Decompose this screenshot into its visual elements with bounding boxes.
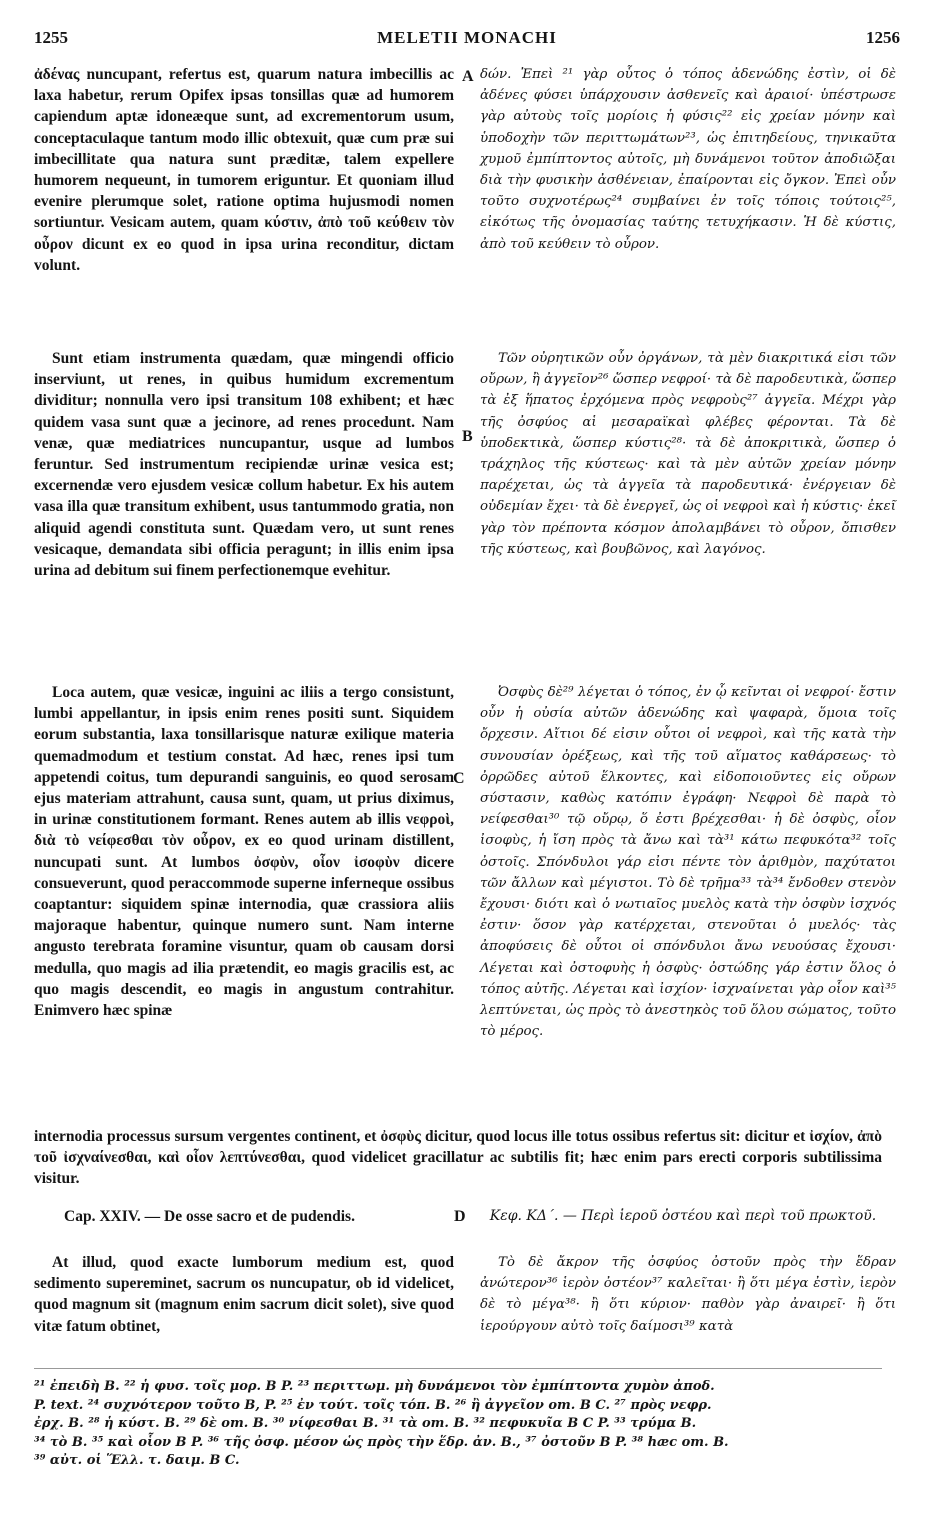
margin-mark-d: D: [454, 1208, 466, 1225]
greek-paragraph-2: Τῶν οὐρητικῶν οὖν ὀργάνων, τὰ μὲν διακριτικά εἰσι τῶν οὔρων, ἢ ἀγγεῖον²⁶ ὥσπερ νεφροί· τὰ δὲ παροδευτικὰ, ὥσπερ τὰ ἐξ ἥπατος ἐρχόμενα πρὸς νεφροὺς²⁷ ἀγγεῖα. Μέχρι γὰρ τῆς ὀσφύος αἱ μεσαραϊκαὶ φλέβες φέρονται. Τὰ δὲ ὑποδεκτικὰ, ὥσπερ κύστις²⁸· τὰ δὲ ἀποκριτικὰ, ὥσπερ ὁ τράχηλος τῆς κύστεως· καὶ τὰ μὲν αὐτῶν χρείαν μόνην παρέχεται, ὡς τὰ ἀγγεῖα τὰ παροδευτικά· ἐνέργειαν δὲ οὐδεμίαν ἔχει· τὰ δὲ ἐνεργεῖ, ὡς οἱ νεφροὶ καὶ ἡ κύστις· ἐκεῖ γὰρ τὸν πρέποντα κόσμον ἀπολαμβάνει τὸ οὖρον, ὄπισθεν τῆς κύστεως, καὶ βουβῶνος, καὶ λαγόνος.: [480, 351, 896, 557]
latin-paragraph-4: At illud, quod exacte lumborum medium est, quod sedimento supereminet, sacrum os nuncupatur, ob id videlicet, quod magnum sit (magnum enim sacrum dicit solet), sive quod vitæ fatum obtinet,: [34, 1254, 454, 1335]
greek-paragraph-3: Ὀσφὺς δὲ²⁹ λέγεται ὁ τόπος, ἐν ᾧ κεῖνται οἱ νεφροί· ἔστιν οὖν ἡ οὐσία αὐτῶν ἀδενώδης καὶ ψαφαρὰ, ὅμοια τοῖς ὄρχεσιν. Αἴτιοι δέ εἰσιν οὗτοι οἱ νεφροὶ, καὶ τῆς κατὰ τὴν συνουσίαν ὀρέξεως, καὶ τῆς τοῦ αἵματος καθάρσεως· τὸ ὀρρῶδες αὐτοῦ ἕλκοντες, καὶ εἰδοποιοῦντες εἰς οὔρων σύστασιν, καθὼς κατόπιν ἐγράφη· Νεφροὶ δὲ παρὰ τὸ νείφεσθαι³⁰ τῷ οὔρῳ, ὅ ἐστι βρέχεσθαι· ἡ δὲ ὀσφὺς, οἷον ἰσοφὺς, ἡ ἴση πρὸς τὰ ἄνω καὶ τὰ³¹ κάτω πεφυκότα³² τοῖς ὀστοῖς. Σπόνδυλοι γάρ εἰσι πέντε τὸν ἀριθμὸν, παχύτατοι τῶν ἄλλων καὶ μέγιστοι. Τὸ δὲ τρῆμα³³ τὰ³⁴ ἔνδοθεν στενὸν ἔχουσι· διότι καὶ ὁ νωτιαῖος μυελὸς κατὰ τὴν ὀσφὺν ἰσχνός ἐστιν· ὅσον γὰρ κατέρχεται, στενοῦται ὁ μυελός· τὰς ἀποφύσεις δὲ οὗτοι οἱ σπόνδυλοι ἄνω νευούσας ἔχουσι· Λέγεται καὶ ὀστοφυὴς ἡ ὀσφὺς· ὀστώδης γάρ ἐστιν ὅλος ὁ τόπος αὐτῆς. Λέγεται καὶ ἰσχίον· ἰσχναίνεται γὰρ οἷον καὶ³⁵ λεπτύνεται, ὡς πρὸς τὸ ἀνεστηκὸς τοῦ ὅλου σώματος, τοῦτο τὸ μέρος.: [480, 685, 896, 1040]
footnote-line-3: ἐρχ. B. ²⁸ ἡ κύστ. B. ²⁹ δὲ om. B. ³⁰ νίφεσθαι B. ³¹ τὰ om. B. ³² πεφυκυῖα B C P. ³³ τρύμα B.: [34, 1416, 697, 1431]
running-title: MELETII MONACHI: [377, 28, 557, 47]
margin-mark-a: A: [462, 68, 474, 85]
greek-paragraph-1: δών. Ἐπεὶ ²¹ γὰρ οὗτος ὁ τόπος ἀδενώδης ἐστὶν, οἱ δὲ ἀδένες φύσει ὑπάρχουσιν ἀσθενεῖς καὶ ἀραιοί· ὑπέστρωσε γὰρ αὐτοὺς τοῖς μορίοις ἡ φύσις²² εἰς χρείαν μόνην καὶ ὑποδοχὴν τῶν περιττωμάτων²³, ὡς ἐπιτηδείους, τηνικαῦτα χυμοῦ ἐμπίπτοντος αὐτοῖς, μὴ δυνάμενοι τοῦτον ἀποδιῶξαι διὰ τὴν φυσικὴν ἀσθένειαν, ἐπαίρονται εἰς ὄγκον. Ἐπεὶ οὖν τοῦτο συχνοτέρως²⁴ συμβαίνει ἐν τοῖς τόποις τούτοις²⁵, εἰκότως τῆς ὀνομασίας ταύτης τετυχήκασιν. Ἡ δὲ κύστις, ἀπὸ τοῦ κεύθειν τὸ οὖρον.: [480, 67, 896, 252]
chapter-heading-latin: Cap. XXIV. — De osse sacro et de pudendis.: [64, 1208, 355, 1225]
fullwidth-paragraph: internodia processus sursum vergentes continent, et ὀσφὺς dicitur, quod locus ille totus ossibus refertus sit: dicitur et ἰσχίον, ἀπὸ τοῦ ἰσχναίνεσθαι, καὶ οἷον λεπτύνεσθαι, quod videlicet gracillatur ac subtilis fit; hæc enim pars erecti corporis subtilissima visitur.: [34, 1128, 882, 1188]
greek-paragraph-4: Τὸ δὲ ἄκρον τῆς ὀσφύος ὀστοῦν πρὸς τὴν ἕδραν ἀνώτερον³⁶ ἱερὸν ὀστέον³⁷ καλεῖται· ἢ ὅτι μέγα ἐστὶν, ἱερὸν δὲ τὸ μέγα³⁸· ἢ ὅτι κύριον· παθὸν γὰρ ἀναιρεῖ· ἢ ὅτι ἱερούργουν αὐτὸ τοῖς δαίμοσι³⁹ κατὰ: [480, 1255, 896, 1334]
page-number-right: 1256: [866, 28, 900, 47]
footnotes: [34, 1378, 882, 1471]
footnote-line-2: P. text. ²⁴ συχνότερον τοῦτο B, P. ²⁵ ἐν τούτ. τοῖς τόπ. B. ²⁶ ἢ ἀγγεῖον om. B C. ²⁷ πρὸς νεφρ.: [34, 1397, 712, 1413]
chapter-heading-greek: Κεφ. ΚΔ΄. — Περὶ ἱεροῦ ὀστέου καὶ περὶ τοῦ πρωκτοῦ.: [489, 1208, 877, 1224]
latin-paragraph-2: Sunt etiam instrumenta quædam, quæ mingendi officio inserviunt, ut renes, in quibus humidum excrementum dividitur; nonnulla vero ipsi transitum 108 exhibent; et hæc quidem vasa sunt quæ a jecinore, ad renes procedunt. Nam venæ, quæ mediatrices nuncupantur, usque ad lumbos feruntur. Sed instrumentum recipiendæ urinæ vesica est; excernendæ vero ejusdem vesicæ collum habetur. Ex his autem vasa illa quæ transitum exhibent, usus tantummodo gratia, non aliquid agendi constituta sunt. Quædam vero, ut sunt renes vesicaque, demandata sibi officia peragunt; in illis enim ipsa urina ad debitum sui finem perfectionemque evehitur.: [34, 350, 454, 580]
margin-mark-c: C: [453, 770, 465, 787]
running-header: [34, 28, 900, 52]
footnote-rule: [34, 1368, 882, 1369]
latin-paragraph-1: ἀδένας nuncupant, refertus est, quarum natura imbecillis ac laxa habetur, rerum Opifex ipsas tonsillas quæ ad humorem capiendum aptæ idoneæque sunt, ad excrementorum usum, conceptaculaque tantum modo illic obtexuit, quæ cum præ sui imbecillitate qua natura sunt præditæ, talem expellere humorem nequeunt, in tumorem eriguntur. Et quoniam illud evenire plerumque solet, ratione optima hujusmodi nomen sortiuntur. Vesicam autem, quam κύστιν, ἀπὸ τοῦ κεύθειν τὸν οὖρον dicunt ex eo quod in ipsa urina reconditur, dictam volunt.: [34, 66, 454, 274]
footnote-line-1: ²¹ ἐπειδὴ B. ²² ἡ φυσ. τοῖς μορ. B P. ²³ περιττωμ. μὴ δυνάμενοι τὸν ἐμπίπτοντα χυμὸν ἀποδ.: [34, 1379, 715, 1394]
page-number-left: 1255: [34, 28, 68, 47]
margin-mark-b: B: [462, 428, 473, 445]
latin-paragraph-3: Loca autem, quæ vesicæ, inguini ac iliis a tergo consistunt, lumbi appellantur, in ipsis enim renes positi sunt. Siquidem eorum substantia, laxa tonsillarisque naturæ exilique materia quemadmodum et testium constat. Ad hæc, renes ipsi tum appetendi coitus, tum depurandi sanguinis, eo quod serosam ejus materiam attrahunt, causa sunt, quam, ut prius diximus, in urinæ constitutionem formant. Renes autem ab illis νεφροὶ, διὰ τὸ νείφεσθαι τὸν οὖρον, ex eo quod urinam distillent, nuncupati sunt. At lumbos ὀσφὺν, οἷον ἰσοφὺν dicere consueverunt, quod peraccommode superne inferneque ossibus coaptantur: siquidem spinæ internodia, quæ crassiora aliis majoraque habentur, quinque numero sunt. Nam interne angusto terebrata foramine visuntur, quam ob causam dorsi medulla, quo magis ad ilia prætendit, eo magis gracilis est, ac quo magis descendit, eo magis in angustum contrahitur. Enimvero hæc spinæ: [34, 684, 454, 1020]
footnote-line-5: ³⁹ αὐτ. οἱ Ἕλλ. τ. δαιμ. B C.: [34, 1453, 240, 1468]
footnote-line-4: ³⁴ τὸ B. ³⁵ καὶ οἷον B P. ³⁶ τῆς ὀσφ. μέσον ὡς πρὸς τὴν ἕδρ. ἀν. B., ³⁷ ὀστοῦν B P. ³⁸ hæc om. B.: [34, 1434, 729, 1450]
